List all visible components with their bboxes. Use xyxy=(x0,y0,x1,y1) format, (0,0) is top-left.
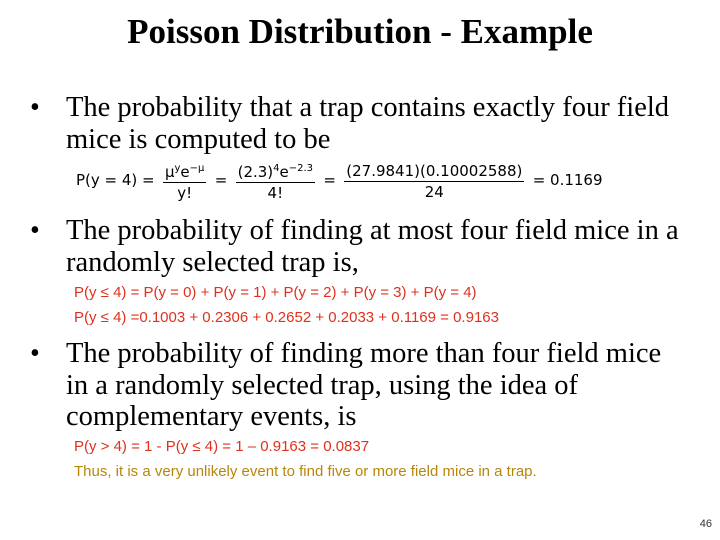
fraction-numeric xyxy=(344,161,524,202)
bullet-item-2 xyxy=(30,215,690,278)
bullet-item-3 xyxy=(30,338,690,433)
formula-result: = 0.1169 xyxy=(532,171,603,190)
frac-num-sup: y xyxy=(174,163,181,174)
slide-title: Poisson Distribution - Example xyxy=(127,12,593,51)
page-number: 46 xyxy=(699,518,712,530)
equals-sign: = xyxy=(323,171,336,190)
frac-num-e-sup: −μ xyxy=(189,163,205,174)
bullet-item-1 xyxy=(30,92,690,155)
frac-num-e: e xyxy=(279,163,289,181)
bullet-text: The probability that a trap contains exactly four field mice is computed to be xyxy=(66,92,670,155)
bullet-text: The probability of finding at most four field mice in a randomly selected trap is, xyxy=(66,215,679,278)
bullet-marker: • xyxy=(30,92,40,123)
formula-lhs: P(y = 4) = xyxy=(76,171,155,190)
frac-den: y! xyxy=(177,184,193,202)
frac-num: (27.9841)(0.10002588) xyxy=(346,161,523,180)
frac-num-e: e xyxy=(180,163,190,181)
bullet-text: The probability of finding more than four field mice in a randomly selected trap, using the idea of complementary events, is xyxy=(66,338,662,432)
fraction-general xyxy=(163,159,206,203)
formula-at-most-four-expansion: P(y ≤ 4) = P(y = 0) + P(y = 1) + P(y = 2) + P(y = 3) + P(y = 4) xyxy=(74,284,477,301)
equals-sign: = xyxy=(214,171,228,190)
fraction-substituted xyxy=(236,159,315,203)
frac-num-e-sup: −2.3 xyxy=(288,163,314,174)
frac-num: μ xyxy=(164,163,175,181)
conclusion-note: Thus, it is a very unlikely event to find five or more field mice in a trap. xyxy=(74,463,537,480)
frac-num-sup: 4 xyxy=(273,163,280,174)
frac-den: 4! xyxy=(267,184,284,202)
frac-num: (2.3) xyxy=(237,163,274,181)
formula-more-than-four: P(y > 4) = 1 - P(y ≤ 4) = 1 – 0.9163 = 0.0837 xyxy=(74,438,370,455)
formula-exact-four xyxy=(76,159,603,203)
bullet-marker: • xyxy=(30,338,40,369)
formula-at-most-four-values: P(y ≤ 4) =0.1003 + 0.2306 + 0.2652 + 0.2033 + 0.1169 = 0.9163 xyxy=(74,309,499,326)
frac-den: 24 xyxy=(424,182,444,201)
bullet-marker: • xyxy=(30,215,40,246)
